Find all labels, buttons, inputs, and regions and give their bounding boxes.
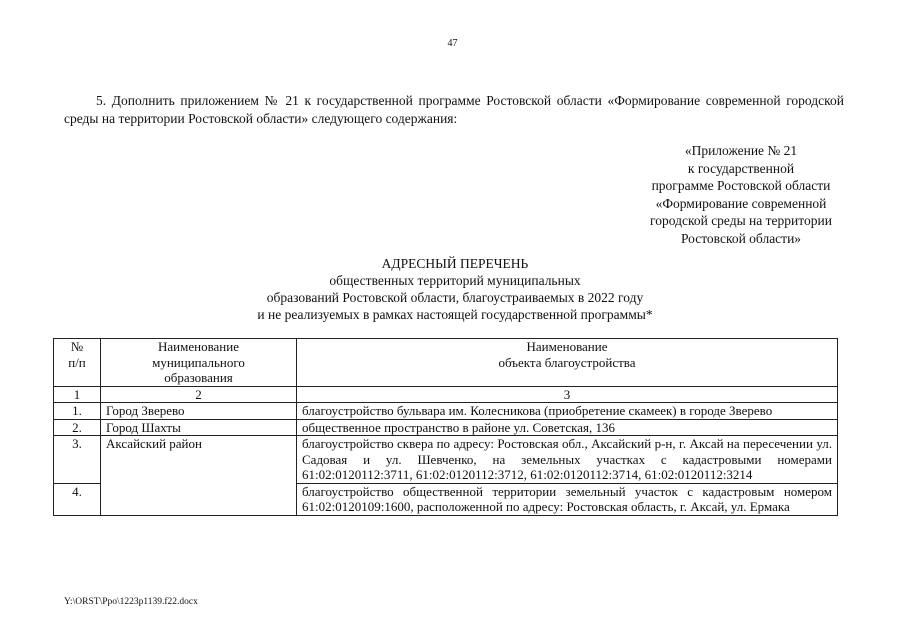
header-text: образования	[164, 370, 233, 385]
row-object: общественное пространство в районе ул. Советская, 136	[297, 419, 838, 436]
list-heading	[150, 255, 760, 323]
header-object	[297, 339, 838, 387]
column-number: 2	[101, 386, 297, 403]
address-table	[53, 338, 838, 516]
row-object: благоустройство общественной территории земельный участок с кадастровым номером 61:02:0120109:1600, расположенной по адресу: Ростовская область, г. Аксай, ул. Ермака	[297, 483, 838, 515]
annex-line: Ростовской области»	[680, 230, 802, 246]
row-number: 4.	[54, 483, 101, 515]
row-object: благоустройство бульвара им. Колесникова (приобретение скамеек) в городе Зверево	[297, 403, 838, 420]
row-number: 3.	[54, 436, 101, 484]
row-municipality: Город Шахты	[101, 419, 297, 436]
row-municipality: Город Зверево	[101, 403, 297, 420]
header-num	[54, 339, 101, 387]
footer-file-path: Y:\ORST\Ppo\1223p1139.f22.docx	[64, 597, 198, 607]
list-title: АДРЕСНЫЙ ПЕРЕЧЕНЬ	[381, 256, 529, 271]
annex-line: к государственной	[687, 160, 795, 176]
annex-line: городской среды на территории	[650, 213, 832, 228]
table-row	[54, 419, 838, 436]
row-object: благоустройство сквера по адресу: Ростовская обл., Аксайский р-н, г. Аксай на пересечении ул. Садовая и ул. Шевченко, на земельных участках с кадастровыми номерами 61:02:0120112:3711, 61:02:0120112:3712, 61:02:0120112:3714, 61:02:0120112:3214	[297, 436, 838, 484]
page-number: 47	[447, 38, 458, 49]
table-row	[54, 403, 838, 420]
table-row	[54, 436, 838, 484]
list-subtitle-line: образований Ростовской области, благоустраиваемых в 2022 году	[266, 290, 644, 305]
column-number-row	[54, 386, 838, 403]
annex-header	[620, 142, 862, 247]
list-subtitle-line: общественных территорий муниципальных	[329, 273, 581, 288]
row-number: 2.	[54, 419, 101, 436]
annex-line: «Приложение № 21	[684, 143, 798, 158]
table-header-row	[54, 339, 838, 387]
header-text: муниципального	[152, 354, 245, 370]
annex-line: «Формирование современной	[655, 195, 827, 211]
header-text: Наименование	[158, 339, 239, 354]
column-number: 1	[54, 386, 101, 403]
row-number: 1.	[54, 403, 101, 420]
column-number: 3	[297, 386, 838, 403]
intro-paragraph: 5. Дополнить приложением № 21 к государственной программе Ростовской области «Формирование современной городской среды на территории Ростовской области» следующего содержания:	[64, 93, 844, 126]
row-municipality: Аксайский район	[101, 436, 297, 516]
header-text: объекта благоустройства	[498, 354, 636, 370]
list-subtitle-line: и не реализуемых в рамках настоящей государственной программы*	[257, 307, 653, 322]
annex-line: программе Ростовской области	[651, 178, 831, 193]
header-municipality	[101, 339, 297, 387]
header-text: п/п	[68, 354, 86, 370]
header-text: №	[70, 339, 84, 354]
header-text: Наименование	[526, 339, 608, 354]
